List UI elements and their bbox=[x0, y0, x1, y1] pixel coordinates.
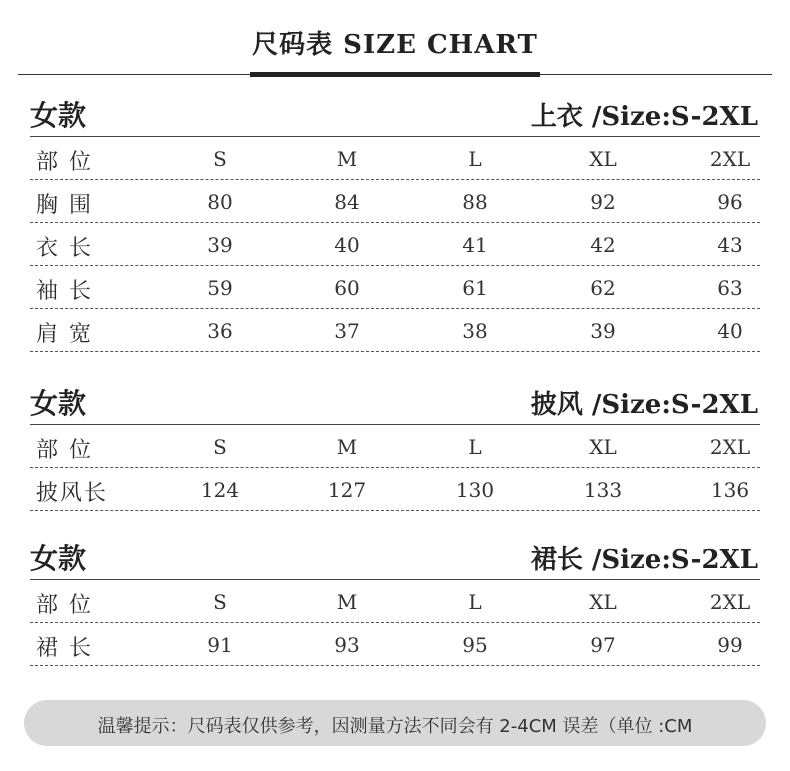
page-title: 尺码表 SIZE CHART bbox=[252, 30, 538, 60]
row-label: 部 位 bbox=[36, 438, 93, 463]
table-row bbox=[30, 266, 760, 309]
value-cell: 61 bbox=[462, 276, 488, 300]
row-label: 披风长 bbox=[36, 481, 109, 506]
row-label: 裙 长 bbox=[36, 636, 93, 661]
value-cell: 40 bbox=[334, 233, 360, 257]
section-gender-label: 女款 bbox=[30, 542, 87, 575]
size-cell: L bbox=[468, 590, 482, 614]
value-cell: 93 bbox=[334, 633, 360, 657]
section-header bbox=[30, 92, 760, 137]
table-row bbox=[30, 223, 760, 266]
value-cell: 136 bbox=[710, 478, 750, 502]
section-header bbox=[30, 535, 760, 580]
size-cell: L bbox=[468, 147, 482, 171]
measurement-note-text: 温馨提示：尺码表仅供参考，因测量方法不同会有 2-4CM 误差（单位 :CM bbox=[97, 716, 693, 737]
size-cell: 2XL bbox=[709, 435, 751, 459]
value-cell: 38 bbox=[462, 319, 488, 343]
row-label: 肩 宽 bbox=[36, 322, 93, 347]
table-row bbox=[30, 309, 760, 352]
row-label: 袖 长 bbox=[36, 279, 93, 304]
size-cell: XL bbox=[589, 590, 617, 614]
table-row bbox=[30, 623, 760, 666]
value-cell: 41 bbox=[462, 233, 488, 257]
value-cell: 39 bbox=[590, 319, 616, 343]
value-cell: 99 bbox=[717, 633, 743, 657]
value-cell: 62 bbox=[590, 276, 616, 300]
value-cell: 127 bbox=[327, 478, 367, 502]
row-label: 部 位 bbox=[36, 150, 93, 175]
value-cell: 60 bbox=[334, 276, 360, 300]
table-row bbox=[30, 180, 760, 223]
value-cell: 39 bbox=[207, 233, 233, 257]
size-cell: S bbox=[213, 435, 227, 459]
size-cell: M bbox=[336, 435, 358, 459]
value-cell: 59 bbox=[207, 276, 233, 300]
value-cell: 91 bbox=[207, 633, 233, 657]
value-cell: 96 bbox=[717, 190, 743, 214]
value-cell: 37 bbox=[334, 319, 360, 343]
value-cell: 88 bbox=[462, 190, 488, 214]
value-cell: 97 bbox=[590, 633, 616, 657]
value-cell: 133 bbox=[583, 478, 623, 502]
row-label: 衣 长 bbox=[36, 236, 93, 261]
size-section-top bbox=[30, 92, 760, 352]
table-row bbox=[30, 468, 760, 511]
section-gender-label: 女款 bbox=[30, 387, 87, 420]
value-cell: 42 bbox=[590, 233, 616, 257]
value-cell: 124 bbox=[200, 478, 240, 502]
size-cell: M bbox=[336, 147, 358, 171]
size-cell: 2XL bbox=[709, 147, 751, 171]
section-header bbox=[30, 380, 760, 425]
value-cell: 40 bbox=[717, 319, 743, 343]
value-cell: 63 bbox=[717, 276, 743, 300]
section-garment-label: 披风 /Size:S-2XL bbox=[530, 390, 758, 420]
value-cell: 43 bbox=[717, 233, 743, 257]
size-cell: 2XL bbox=[709, 590, 751, 614]
value-cell: 36 bbox=[207, 319, 233, 343]
section-garment-label: 上衣 /Size:S-2XL bbox=[530, 102, 758, 132]
table-row-header bbox=[30, 580, 760, 623]
section-gender-label: 女款 bbox=[30, 99, 87, 132]
size-cell: S bbox=[213, 590, 227, 614]
size-cell: S bbox=[213, 147, 227, 171]
size-cell: L bbox=[468, 435, 482, 459]
table-row-header bbox=[30, 137, 760, 180]
size-cell: M bbox=[336, 590, 358, 614]
table-row-header bbox=[30, 425, 760, 468]
value-cell: 95 bbox=[462, 633, 488, 657]
row-label: 胸 围 bbox=[36, 193, 93, 218]
value-cell: 130 bbox=[455, 478, 495, 502]
value-cell: 80 bbox=[207, 190, 233, 214]
value-cell: 84 bbox=[334, 190, 360, 214]
title-accent-bar bbox=[250, 72, 540, 77]
measurement-note-banner bbox=[24, 700, 766, 746]
section-garment-label: 裙长 /Size:S-2XL bbox=[530, 545, 758, 575]
size-cell: XL bbox=[589, 147, 617, 171]
size-section-skirt bbox=[30, 535, 760, 666]
size-cell: XL bbox=[589, 435, 617, 459]
row-label: 部 位 bbox=[36, 593, 93, 618]
size-section-cape bbox=[30, 380, 760, 511]
value-cell: 92 bbox=[590, 190, 616, 214]
